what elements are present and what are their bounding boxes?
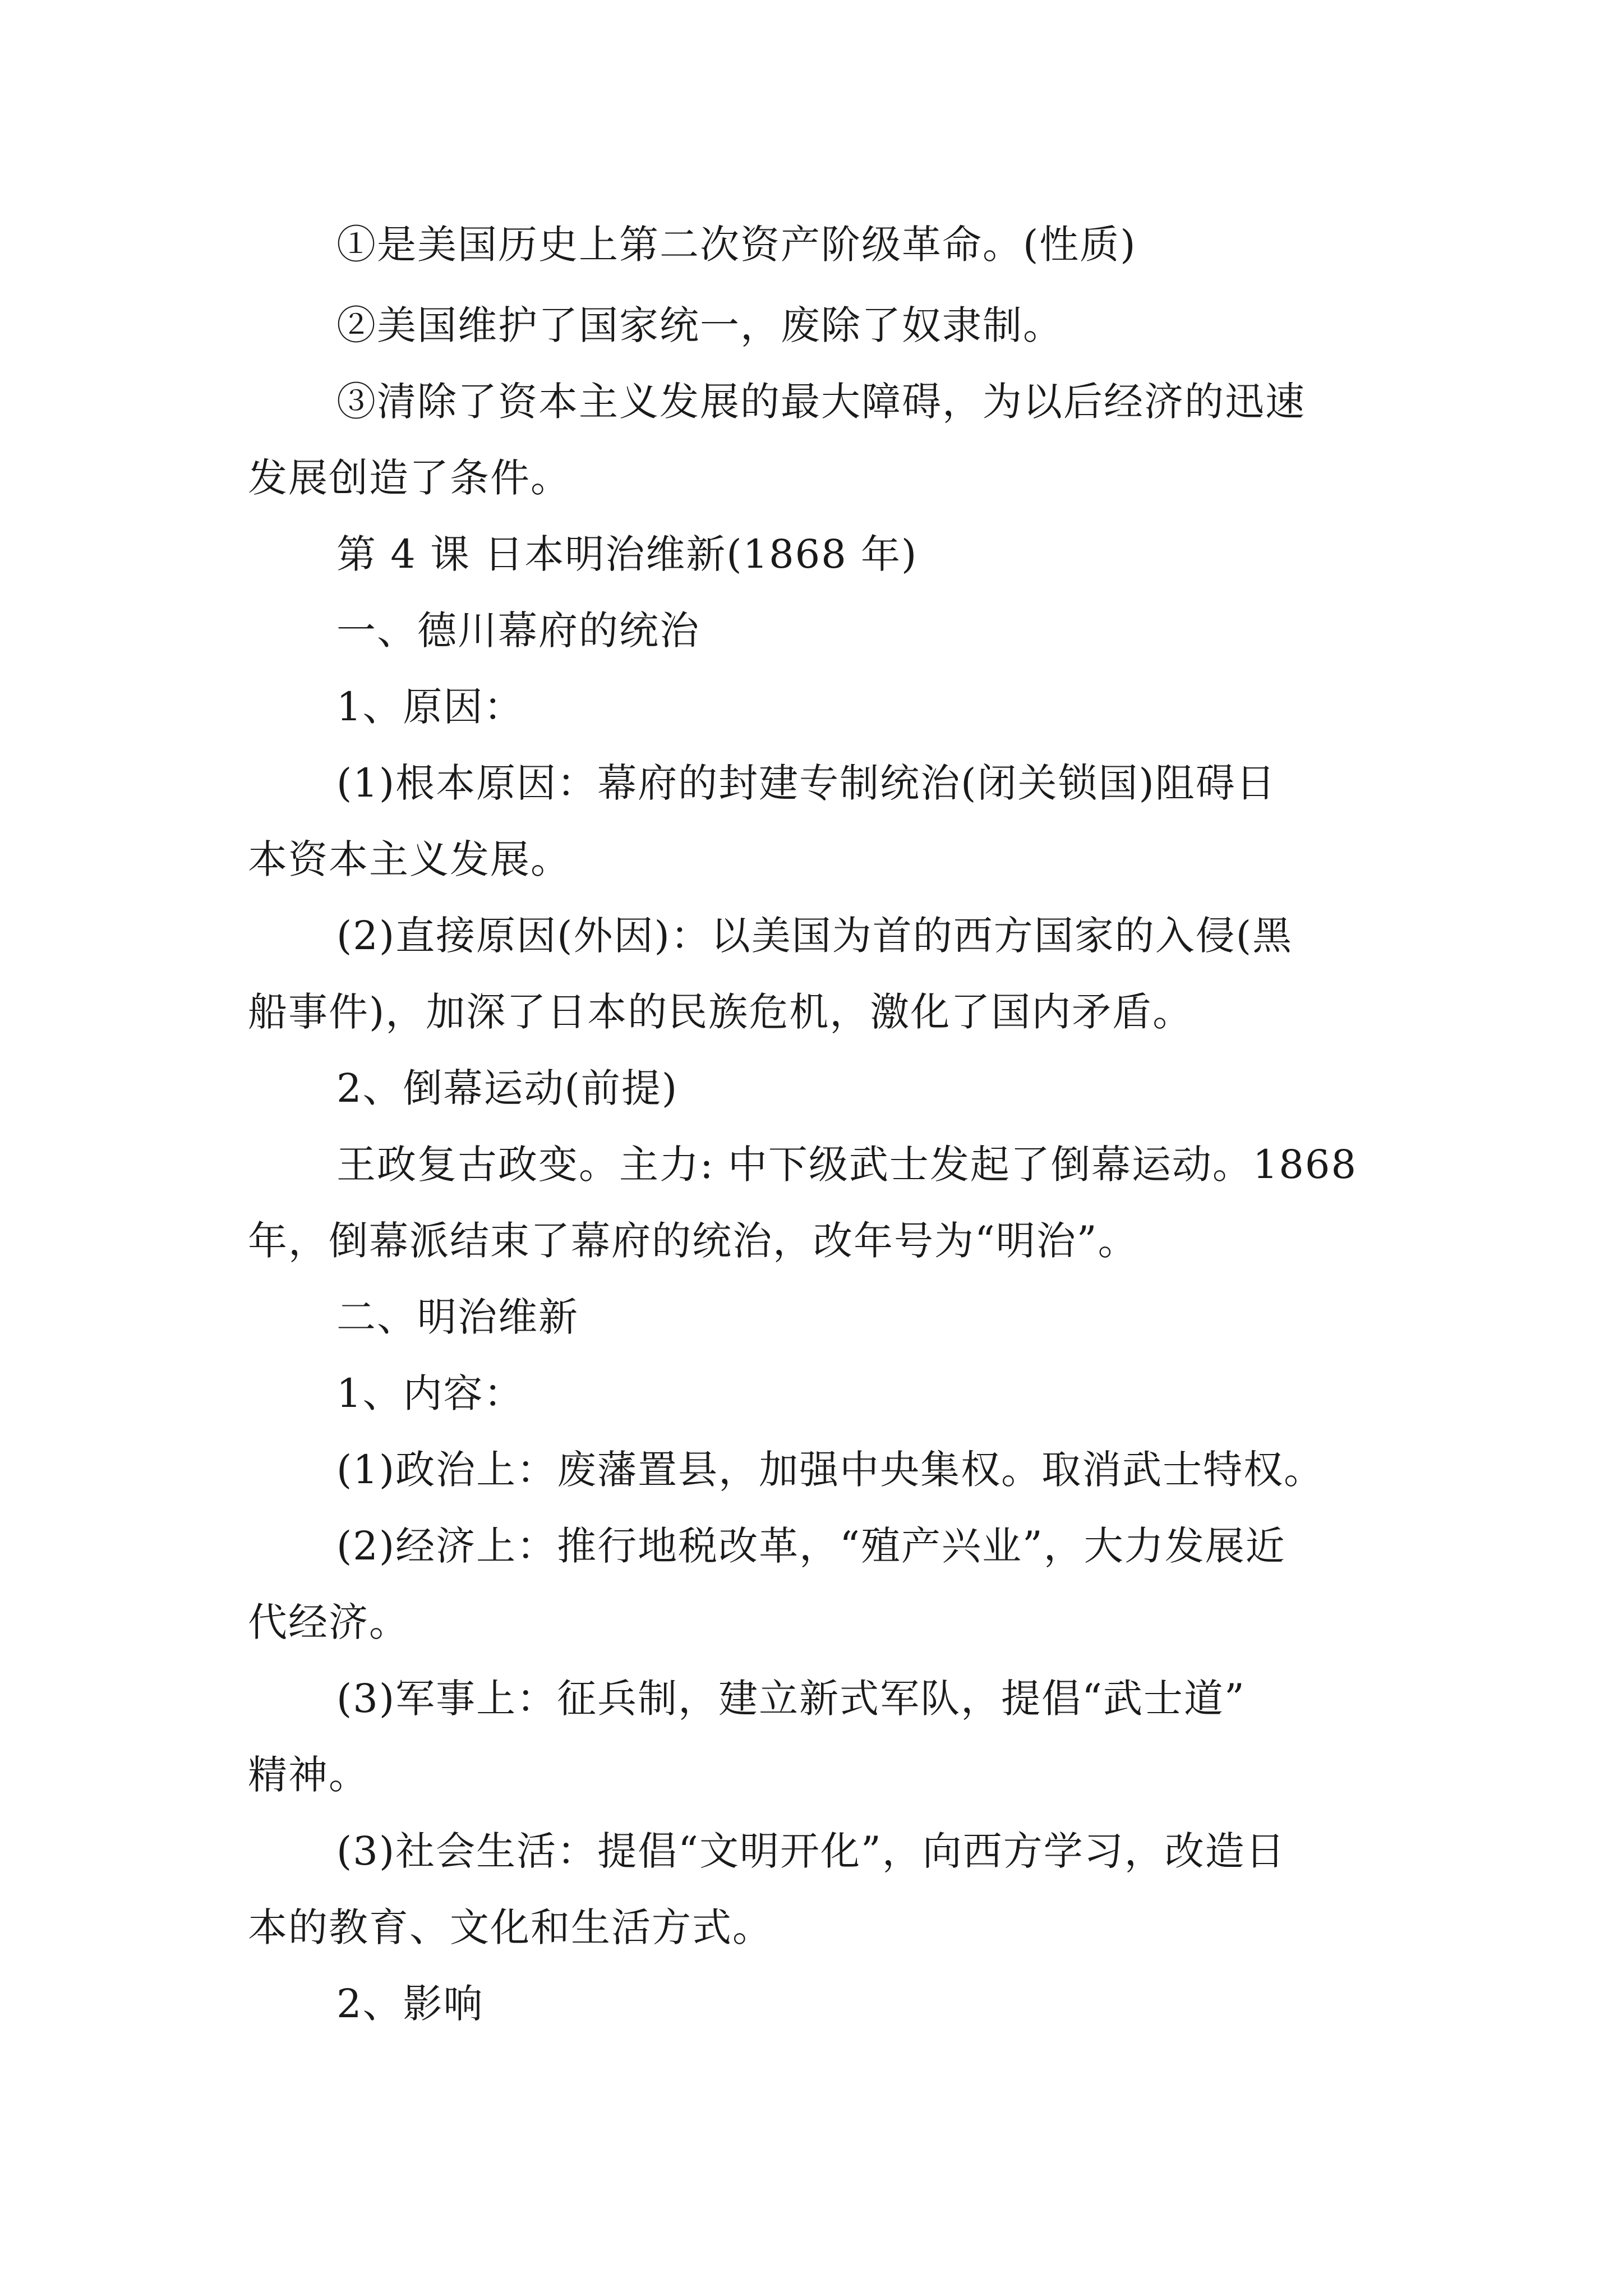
text-line: (3)社会生活：提倡“文明开化”，向西方学习，改造日 [336, 1828, 1286, 1874]
subsection-heading: 1、内容： [336, 1370, 524, 1416]
text-line: ②美国维护了国家统一，废除了奴隶制。 [336, 302, 1063, 348]
text-line: 发展创造了条件。 [248, 455, 571, 501]
text-line: 王政复古政变。主力: 中下级武士发起了倒幕运动。1868 [336, 1142, 1357, 1188]
subsection-heading: 2、影响 [336, 1981, 484, 2027]
text-line: (3)军事上：征兵制，建立新式军队，提倡“武士道” [336, 1676, 1246, 1722]
text-line: 精神。 [248, 1752, 369, 1798]
subsection-heading: 1、原因： [336, 684, 524, 730]
text-line: 年，倒幕派结束了幕府的统治，改年号为“明治”。 [248, 1218, 1138, 1264]
text-line: ③清除了资本主义发展的最大障碍，为以后经济的迅速 [336, 379, 1306, 425]
text-line: ①是美国历史上第二次资产阶级革命。(性质) [336, 222, 1137, 268]
text-line: (1)根本原因：幕府的封建专制统治(闭关锁国)阻碍日 [336, 760, 1276, 806]
text-line: (1)政治上：废藩置县，加强中央集权。取消武士特权。 [336, 1447, 1325, 1493]
subsection-heading: 2、倒幕运动(前提) [336, 1065, 679, 1111]
text-line: 船事件)，加深了日本的民族危机，激化了国内矛盾。 [248, 989, 1193, 1035]
section-heading: 二、明治维新 [336, 1294, 579, 1340]
text-line: (2)经济上：推行地税改革，“殖产兴业”，大力发展近 [336, 1523, 1286, 1569]
text-line: 代经济。 [248, 1599, 409, 1645]
text-line: (2)直接原因(外因)：以美国为首的西方国家的入侵(黑 [336, 913, 1293, 959]
text-line: 本的教育、文化和生活方式。 [248, 1904, 773, 1950]
section-heading: 一、德川幕府的统治 [336, 608, 700, 654]
text-line: 本资本主义发展。 [248, 836, 571, 882]
lesson-heading: 第 4 课 日本明治维新(1868 年) [336, 531, 918, 577]
